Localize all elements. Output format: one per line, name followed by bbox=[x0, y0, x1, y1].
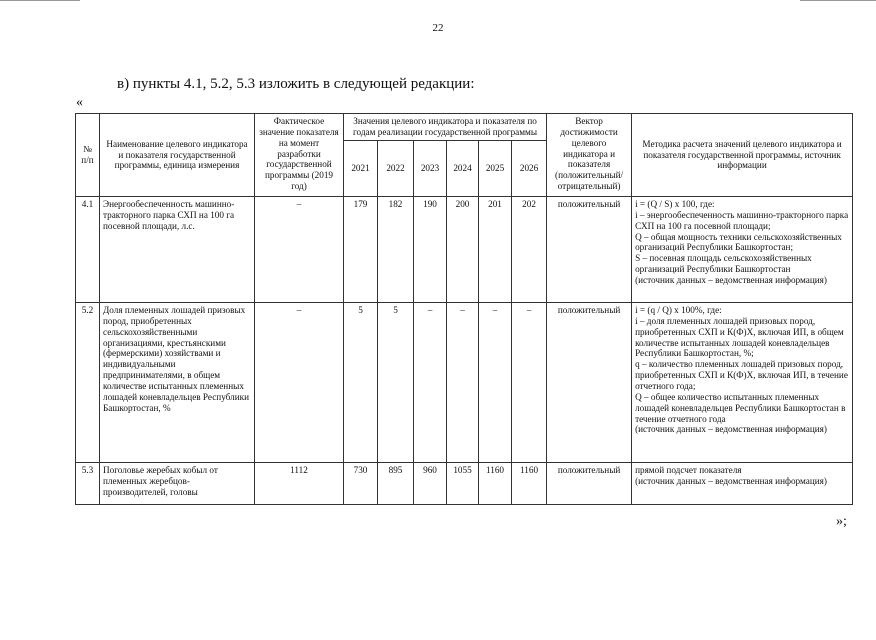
row-vector: положительный bbox=[547, 303, 632, 463]
row-value: 202 bbox=[512, 197, 547, 303]
row-value: 190 bbox=[414, 197, 447, 303]
row-method bbox=[632, 197, 853, 303]
row-value: 5 bbox=[344, 303, 378, 463]
header-name: Наименование целевого индикатора и показателя государственной программы, единица измерения bbox=[100, 114, 255, 197]
open-quote: « bbox=[76, 95, 83, 110]
amendment-heading: в) пункты 4.1, 5.2, 5.3 изложить в следующей редакции: bbox=[117, 76, 475, 92]
method-line: (источник данных – ведомственная информация) bbox=[635, 275, 827, 286]
row-value: – bbox=[414, 303, 447, 463]
header-vector: Вектор достижимости целевого индикатора и показателя (положительный/ отрицательный) bbox=[547, 114, 632, 197]
method-line: i = (Q / S) x 100, где: bbox=[635, 199, 715, 209]
row-name: Энергообеспеченность машинно-тракторного парка СХП на 100 га посевной площади, л.с. bbox=[100, 197, 255, 303]
header-year: 2021 bbox=[344, 141, 378, 197]
row-value: 1055 bbox=[447, 463, 479, 505]
row-actual: 1112 bbox=[255, 463, 344, 505]
method-line: i – энергообеспеченность машинно-тракторного парка СХП на 100 га посевной площади; bbox=[635, 209, 849, 231]
method-line: (источник данных – ведомственная информация) bbox=[635, 475, 827, 486]
row-value: 1160 bbox=[512, 463, 547, 505]
row-num: 5.3 bbox=[76, 463, 100, 505]
scan-edge-mark bbox=[800, 0, 876, 1]
header-year: 2026 bbox=[512, 141, 547, 197]
method-line: q – количество племенных лошадей призовых пород, приобретенных СХП и К(Ф)Х, включая ИП, в течение отчетного года; bbox=[635, 359, 848, 392]
header-year: 2024 bbox=[447, 141, 479, 197]
row-value: 200 bbox=[447, 197, 479, 303]
row-method bbox=[632, 303, 853, 463]
row-method bbox=[632, 463, 853, 505]
row-value: 201 bbox=[479, 197, 512, 303]
table-row bbox=[76, 197, 853, 303]
header-year: 2022 bbox=[378, 141, 414, 197]
method-line: S – посевная площадь сельскохозяйственных организаций Республики Башкортостан bbox=[635, 253, 812, 275]
row-value: 179 bbox=[344, 197, 378, 303]
row-value: 182 bbox=[378, 197, 414, 303]
row-num: 4.1 bbox=[76, 197, 100, 303]
row-name: Поголовье жеребых кобыл от племенных жеребцов-производителей, головы bbox=[100, 463, 255, 505]
row-value: 730 bbox=[344, 463, 378, 505]
row-name: Доля племенных лошадей призовых пород, приобретенных сельскохозяйственными организациями, крестьянскими (фермерскими) хозяйствами и индивидуальными предпринимателями, в общем количестве испытанных племенных лошадей коневладельцев Республики Башкортостан, % bbox=[100, 303, 255, 463]
page-number: 22 bbox=[432, 22, 444, 34]
row-value: – bbox=[512, 303, 547, 463]
row-actual: – bbox=[255, 197, 344, 303]
header-values-group: Значения целевого индикатора и показателя по годам реализации государственной программы bbox=[344, 114, 547, 141]
row-vector: положительный bbox=[547, 197, 632, 303]
indicator-table bbox=[75, 113, 853, 505]
header-num: № п/п bbox=[76, 114, 100, 197]
row-value: 960 bbox=[414, 463, 447, 505]
row-value: – bbox=[479, 303, 512, 463]
header-actual: Фактическое значение показателя на момент разработки государственной программы (2019 год) bbox=[255, 114, 344, 197]
method-line: i = (q / Q) x 100%, где: bbox=[635, 305, 722, 315]
method-line: прямой подсчет показателя bbox=[635, 465, 742, 475]
row-value: 895 bbox=[378, 463, 414, 505]
header-method: Методика расчета значений целевого индикатора и показателя государственной программы, источник информации bbox=[632, 114, 853, 197]
table-row bbox=[76, 303, 853, 463]
table-row bbox=[76, 463, 853, 505]
row-num: 5.2 bbox=[76, 303, 100, 463]
header-year: 2025 bbox=[479, 141, 512, 197]
method-line: i – доля племенных лошадей призовых пород, приобретенных СХП и К(Ф)Х, включая ИП, в общем количестве испытанных лошадей коневладельцев Республики Башкортостан, %; bbox=[635, 315, 844, 359]
row-value: – bbox=[447, 303, 479, 463]
close-quote: »; bbox=[836, 514, 847, 529]
method-line: Q – общая мощность техники сельскохозяйственных организаций Республики Башкортостан; bbox=[635, 231, 842, 253]
row-actual: – bbox=[255, 303, 344, 463]
row-value: 5 bbox=[378, 303, 414, 463]
method-line: (источник данных – ведомственная информация) bbox=[635, 424, 827, 435]
method-line: Q – общее количество испытанных племенных лошадей коневладельцев Республики Башкортостан в течение отчетного года bbox=[635, 391, 846, 424]
scan-edge-mark bbox=[0, 0, 80, 1]
row-vector: положительный bbox=[547, 463, 632, 505]
row-value: 1160 bbox=[479, 463, 512, 505]
header-year: 2023 bbox=[414, 141, 447, 197]
